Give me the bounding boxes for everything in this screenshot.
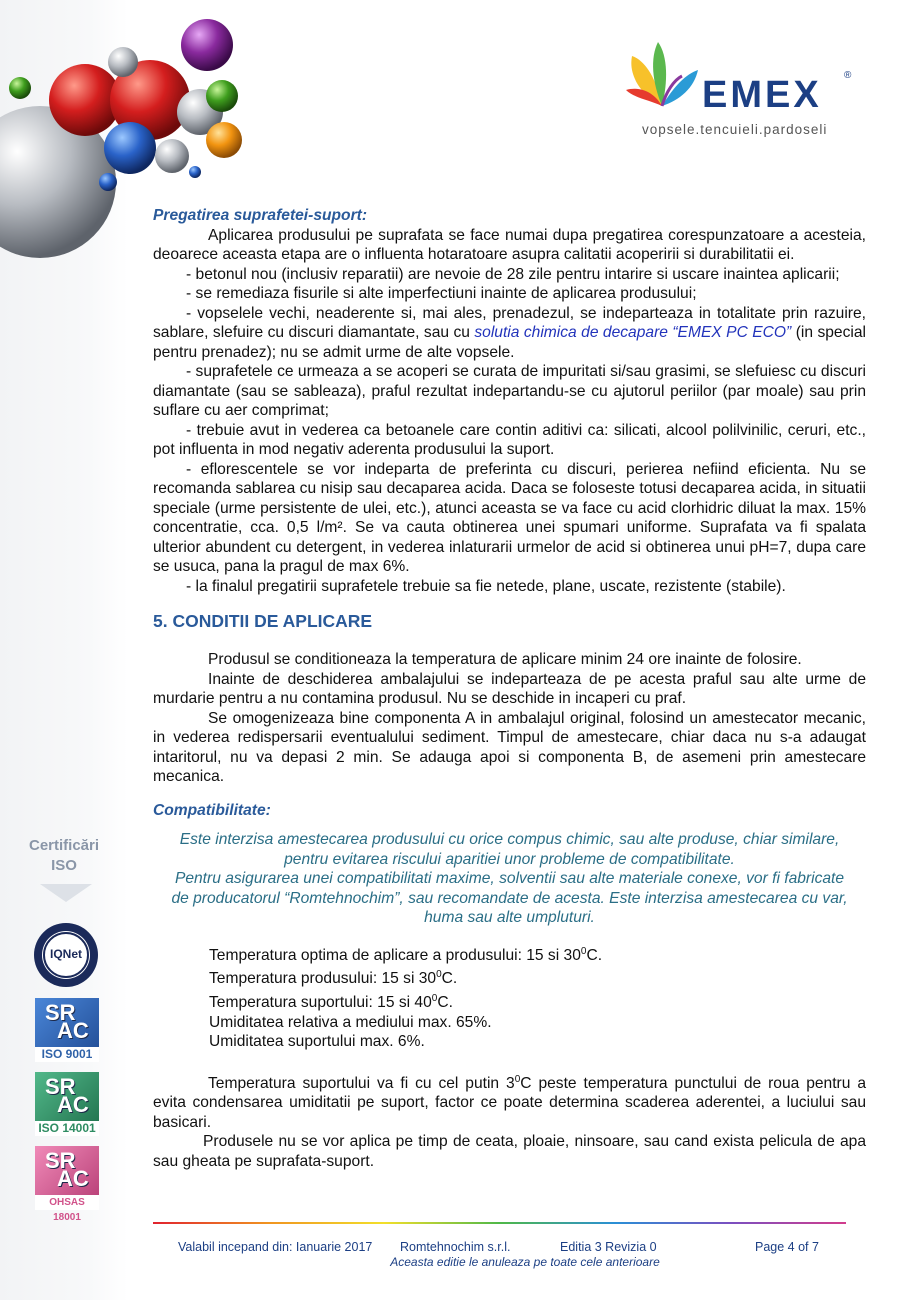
footer-note: Aceasta editie le anuleaza pe toate cele anterioare <box>390 1255 660 1269</box>
decorative-spheres-graphic <box>0 0 250 235</box>
list-item: Umiditatea relativa a mediului max. 65%. <box>209 1013 492 1031</box>
registered-mark: ® <box>844 70 852 81</box>
butterfly-icon <box>622 36 702 116</box>
badge-iso-9001: SR AC ISO 9001 <box>35 998 99 1062</box>
list-item: - trebuie avut in vederea ca betoanele care contin aditivi ca: silicati, alcool polilvinilic, ceruri, etc., pot influenta in mod negativ aderenta produsului la suport. <box>153 421 866 458</box>
decapare-solution-link[interactable]: solutia chimica de decapare “EMEX PC ECO” <box>474 324 792 341</box>
iqnet-seal <box>33 922 99 988</box>
compatibility-note: Pentru asigurarea unei compatibilitati maxime, solventii sau alte materiale conexe, vor fi fabricate de producatorul “Romtehnochim”, sau recomandate de acesta. Este interzisa amestecarea cu var, huma sau alte umpluturi. <box>171 870 848 926</box>
list-item: - eflorescentele se vor indeparta de preferinta cu discuri, perierea nefiind eficienta. Nu se recomanda sablarea cu nisip sau decaparea acida. Daca se foloseste totusi decaparea acida, in situatii speciale (urme persistente de ulei, etc.), atunci aceasta se va face cu acid clorhidric diluat la max. 15% concentratie, cca. 0,5 l/m². Se va cauta obtinerea unei spumari uniforme. Suprafata va fi spalata ulterior abundent cu detergent, in vederea inlaturarii urmelor de acid si obtinerea unui pH=7, dupa care se usuca, pana la pragul de max 6%. <box>153 460 866 575</box>
section-title-pregatire: Pregatirea suprafetei-suport: <box>153 207 368 224</box>
brand-tagline: vopsele.tencuieli.pardoseli <box>642 122 828 137</box>
list-item: - vopselele vechi, neaderente si, mai ales, prenadezul, se indeparteaza in totalitate prin razuire, sablare, slefuire cu discuri diamantate, sau cu solutia chimica de decapare “EMEX PC ECO” (in special pentru prenadez); nu se admit urme de alte vopsele. <box>153 304 866 361</box>
paragraph: Se omogenizeaza bine componenta A in ambalajul original, folosind un amestecator mecanic, in vederea redispersarii eventualului sediment. Timpul de amestecare, chiar daca nu s-a adaugat intaritorul, nu va depasi 2 min. Se adauga apoi si componenta B, de asemeni prin amestecare mecanica. <box>153 709 866 785</box>
badge-iso-14001: SR AC ISO 14001 <box>35 1072 99 1136</box>
list-item: - la finalul pregatirii suprafetele trebuie sa fie netede, plane, uscate, rezistente (stabile). <box>186 577 786 595</box>
paragraph: Aplicarea produsului pe suprafata se face numai dupa pregatirea corespunzatoare a acesteia, deoarece aceasta etapa are o influenta hotaratoare asupra calitatii acoperirii si durabilitatii ei. <box>153 226 866 263</box>
brand-name: EMEX <box>702 74 822 116</box>
list-item: - betonul nou (inclusiv reparatii) are nevoie de 28 zile pentru intarire si uscare inaintea aplicarii; <box>186 265 840 283</box>
list-item: Temperatura suportului: 15 si $40^0C$. <box>209 992 453 1012</box>
compatibility-note: Este interzisa amestecarea produsului cu orice compus chimic, sau alte produse, chiar similare, pentru evitarea riscului aparitiei unor probleme de compatibilitate. <box>179 831 840 868</box>
temperature-list <box>153 942 866 1052</box>
footer-divider <box>153 1222 846 1224</box>
iqnet-seal-text: IQNet <box>49 947 82 961</box>
document-body <box>153 206 866 1171</box>
paragraph: Produsele nu se vor aplica pe timp de ceata, ploaie, ninsoare, sau cand exista pelicula de apa sau gheata pe suprafata-suport. <box>153 1133 866 1170</box>
certifications-title: Certificări ISO <box>28 837 100 874</box>
list-item: Temperatura optima de aplicare a produsului: 15 si $30^0C$. <box>209 945 603 964</box>
section-title-compatibilitate: Compatibilitate: <box>153 801 271 819</box>
paragraph: Temperatura suportului va fi cu cel putin $3^0C$ peste temperatura punctului de roua pentru a evita condensarea umiditatii pe suport, factor ce poate determina scaderea aderentei, a luciului sau basicari. <box>153 1073 866 1131</box>
badge-ohsas-18001: SR AC OHSAS 18001 <box>35 1146 99 1210</box>
footer-edition: Editia 3 Revizia 0 <box>560 1240 657 1254</box>
paragraph: Produsul se conditioneaza la temperatura de aplicare minim 24 ore inainte de folosire. <box>208 651 802 668</box>
section-title-conditii: 5. CONDITII DE APLICARE <box>153 611 373 631</box>
paragraph: Inainte de deschiderea ambalajului se indeparteaza de pe acesta praful sau alte urme de murdarie pentru a nu contamina produsul. Nu se deschide in incaperi cu praf. <box>153 670 866 707</box>
list-item: Temperatura produsului: 15 si $30^0C$. <box>209 969 458 988</box>
emex-logo <box>622 36 862 146</box>
footer-page-number: Page 4 of 7 <box>755 1240 819 1254</box>
chevron-down-icon <box>40 884 92 904</box>
footer-company: Romtehnochim s.r.l. <box>400 1240 511 1254</box>
list-item: Umiditatea suportului max. 6%. <box>209 1033 425 1051</box>
list-item: - suprafetele ce urmeaza a se acoperi se curata de impuritati si/sau grasimi, se slefuiesc cu discuri diamantate (sau se sableaza), praful rezultat indepartandu-se cu ajutorul periilor (par moale) sau prin suflare cu aer comprimat; <box>153 363 866 419</box>
footer-valid-date: Valabil incepand din: Ianuarie 2017 <box>178 1240 373 1254</box>
list-item: - se remediaza fisurile si alte imperfectiuni inainte de aplicarea produsului; <box>186 285 697 302</box>
